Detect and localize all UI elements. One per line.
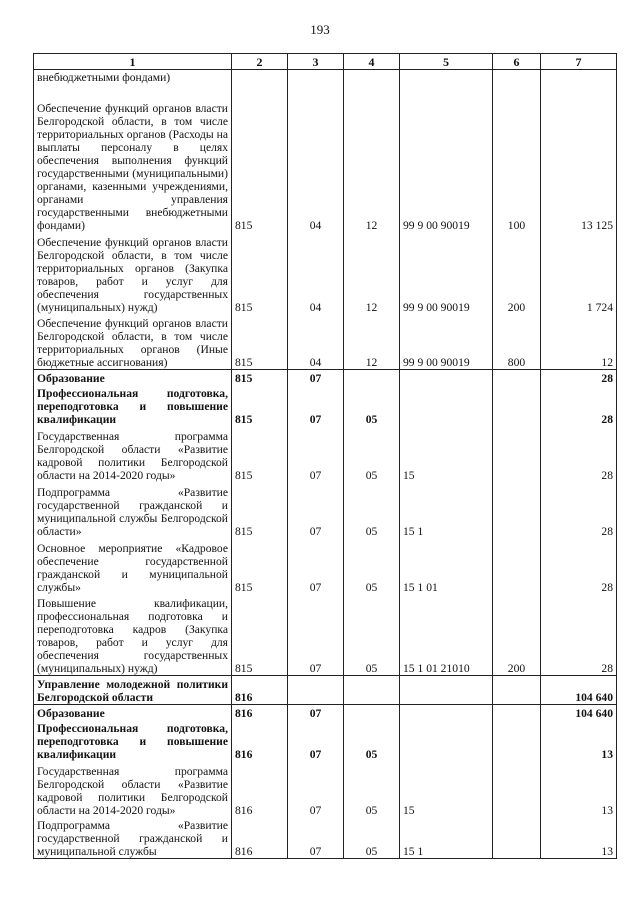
- row-amount: 28: [541, 385, 617, 426]
- row-admin-code: 816: [232, 676, 288, 705]
- row-description: Повышение квалификации, профессиональная подготовка и переподготовка кадров (Закупка товаров, работ и услуг для обеспечения государственных (муниципальных) нужд): [34, 594, 232, 676]
- row-description: Государственная программа Белгородской области «Развитие кадровой политики Белгородской области на 2014-2020 годы»: [34, 761, 232, 817]
- row-admin-code: 815: [232, 426, 288, 482]
- row-target-article: [400, 705, 493, 720]
- row-amount: 12: [541, 314, 617, 370]
- row-amount: 104 640: [541, 676, 617, 705]
- row-admin-code: 815: [232, 232, 288, 314]
- row-description: Основное мероприятие «Кадровое обеспечение государственной гражданской и муниципальной службы»: [34, 538, 232, 594]
- row-admin-code: 815: [232, 594, 288, 676]
- row-subsection-code: [344, 370, 400, 385]
- row-description: Подпрограмма «Развитие государственной гражданской и муниципальной службы: [34, 817, 232, 859]
- row-expense-type: [493, 482, 541, 538]
- row-section-code: [288, 70, 344, 84]
- row-description: Обеспечение функций органов власти Белгородской области, в том числе территориальных органов (Закупка товаров, работ и услуг для обеспечения государственных (муниципальных) нужд): [34, 232, 232, 314]
- row-section-code: 07: [288, 482, 344, 538]
- budget-table: [33, 53, 617, 859]
- row-subsection-code: 05: [344, 720, 400, 761]
- row-amount: [541, 70, 617, 84]
- header-col-2: 2: [232, 54, 288, 70]
- row-description: Управление молодежной политики Белгородской области: [34, 676, 232, 705]
- row-amount: 28: [541, 538, 617, 594]
- row-expense-type: [493, 70, 541, 84]
- row-section-code: 07: [288, 594, 344, 676]
- row-section-code: 07: [288, 705, 344, 720]
- row-admin-code: [232, 70, 288, 84]
- row-subsection-code: 05: [344, 538, 400, 594]
- row-admin-code: 815: [232, 538, 288, 594]
- table-row: [34, 594, 617, 676]
- row-section-code: 04: [288, 314, 344, 370]
- row-description: внебюджетными фондами): [34, 70, 232, 84]
- row-target-article: 15 1: [400, 817, 493, 859]
- row-subsection-code: 12: [344, 314, 400, 370]
- row-expense-type: 200: [493, 594, 541, 676]
- row-admin-code: 816: [232, 705, 288, 720]
- row-section-code: 04: [288, 232, 344, 314]
- row-expense-type: 100: [493, 84, 541, 232]
- row-target-article: [400, 370, 493, 385]
- row-admin-code: 816: [232, 720, 288, 761]
- row-amount: 28: [541, 594, 617, 676]
- row-target-article: 99 9 00 90019: [400, 84, 493, 232]
- row-description: Профессиональная подготовка, переподготовка и повышение квалификации: [34, 720, 232, 761]
- header-col-4: 4: [344, 54, 400, 70]
- row-target-article: [400, 70, 493, 84]
- row-expense-type: [493, 761, 541, 817]
- row-subsection-code: 05: [344, 385, 400, 426]
- row-subsection-code: 05: [344, 482, 400, 538]
- row-description: Образование: [34, 705, 232, 720]
- row-target-article: 99 9 00 90019: [400, 314, 493, 370]
- header-col-6: 6: [493, 54, 541, 70]
- row-admin-code: 815: [232, 482, 288, 538]
- row-description: Государственная программа Белгородской области «Развитие кадровой политики Белгородской области на 2014-2020 годы»: [34, 426, 232, 482]
- page-number: 193: [310, 22, 330, 37]
- table-row: [34, 538, 617, 594]
- row-amount: 13: [541, 761, 617, 817]
- row-section-code: 07: [288, 538, 344, 594]
- row-admin-code: 815: [232, 370, 288, 385]
- row-amount: 13: [541, 817, 617, 859]
- row-expense-type: [493, 676, 541, 705]
- row-description: Обеспечение функций органов власти Белгородской области, в том числе территориальных органов (Расходы на выплаты персоналу в целях обеспечения выполнения функций государственными (муниципальными) органами, казенными учреждениями, органами управления государственными внебюджетными фондами): [34, 84, 232, 232]
- table-row: [34, 426, 617, 482]
- row-target-article: 15 1: [400, 482, 493, 538]
- row-subsection-code: 12: [344, 232, 400, 314]
- row-section-code: 07: [288, 817, 344, 859]
- row-target-article: 99 9 00 90019: [400, 232, 493, 314]
- row-description: Образование: [34, 370, 232, 385]
- row-expense-type: [493, 538, 541, 594]
- row-amount: 104 640: [541, 705, 617, 720]
- row-expense-type: 800: [493, 314, 541, 370]
- row-subsection-code: [344, 705, 400, 720]
- row-subsection-code: 05: [344, 594, 400, 676]
- table-row: [34, 84, 617, 232]
- row-target-article: 15 1 01 21010: [400, 594, 493, 676]
- table-row: [34, 705, 617, 720]
- row-target-article: [400, 720, 493, 761]
- table-row: [34, 817, 617, 859]
- table-row: [34, 232, 617, 314]
- table-row: [34, 370, 617, 385]
- table-row: [34, 314, 617, 370]
- row-expense-type: [493, 426, 541, 482]
- row-expense-type: 200: [493, 232, 541, 314]
- row-target-article: 15: [400, 426, 493, 482]
- row-subsection-code: 05: [344, 761, 400, 817]
- table-row: [34, 761, 617, 817]
- row-amount: 13: [541, 720, 617, 761]
- row-admin-code: 815: [232, 314, 288, 370]
- row-description: Профессиональная подготовка, переподготовка и повышение квалификации: [34, 385, 232, 426]
- row-expense-type: [493, 817, 541, 859]
- row-section-code: 07: [288, 385, 344, 426]
- row-section-code: 07: [288, 720, 344, 761]
- row-subsection-code: [344, 676, 400, 705]
- table-row: [34, 70, 617, 84]
- row-amount: 28: [541, 370, 617, 385]
- table-row: [34, 385, 617, 426]
- table-row: [34, 482, 617, 538]
- row-section-code: 04: [288, 84, 344, 232]
- row-target-article: 15 1 01: [400, 538, 493, 594]
- row-subsection-code: 05: [344, 426, 400, 482]
- row-amount: 13 125: [541, 84, 617, 232]
- table-row: [34, 676, 617, 705]
- row-description: Обеспечение функций органов власти Белгородской области, в том числе территориальных органов (Иные бюджетные ассигнования): [34, 314, 232, 370]
- header-col-7: 7: [541, 54, 617, 70]
- row-expense-type: [493, 705, 541, 720]
- row-expense-type: [493, 720, 541, 761]
- row-section-code: 07: [288, 426, 344, 482]
- row-subsection-code: 05: [344, 817, 400, 859]
- row-expense-type: [493, 385, 541, 426]
- header-col-3: 3: [288, 54, 344, 70]
- row-section-code: 07: [288, 370, 344, 385]
- row-amount: 28: [541, 426, 617, 482]
- row-amount: 1 724: [541, 232, 617, 314]
- row-target-article: 15: [400, 761, 493, 817]
- row-admin-code: 816: [232, 817, 288, 859]
- row-section-code: [288, 676, 344, 705]
- table-row: [34, 720, 617, 761]
- row-subsection-code: [344, 70, 400, 84]
- row-admin-code: 816: [232, 761, 288, 817]
- row-section-code: 07: [288, 761, 344, 817]
- row-subsection-code: 12: [344, 84, 400, 232]
- table-header-row: [34, 54, 617, 70]
- row-admin-code: 815: [232, 84, 288, 232]
- row-target-article: [400, 676, 493, 705]
- row-amount: 28: [541, 482, 617, 538]
- row-expense-type: [493, 370, 541, 385]
- header-col-1: 1: [34, 54, 232, 70]
- row-target-article: [400, 385, 493, 426]
- header-col-5: 5: [400, 54, 493, 70]
- row-admin-code: 815: [232, 385, 288, 426]
- row-description: Подпрограмма «Развитие государственной гражданской и муниципальной службы Белгородской области»: [34, 482, 232, 538]
